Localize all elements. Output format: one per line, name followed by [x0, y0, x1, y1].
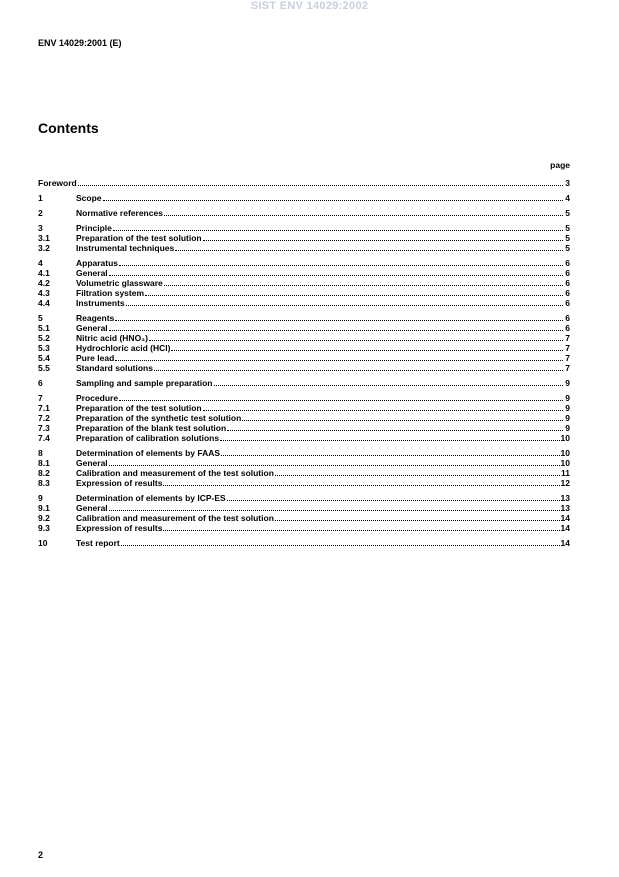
toc-entry[interactable] — [38, 448, 570, 458]
toc-dot-leader — [115, 353, 563, 361]
toc-entry-page: 5 — [565, 233, 570, 243]
toc-entry-number: 8 — [38, 448, 43, 458]
toc-entry-title: Foreword — [38, 178, 77, 188]
toc-entry-page: 9 — [565, 378, 570, 388]
toc-entry-number: 4.3 — [38, 288, 50, 298]
toc-entry[interactable] — [38, 243, 570, 253]
toc-entry[interactable] — [38, 268, 570, 278]
toc-entry-page: 14 — [560, 523, 570, 533]
toc-group — [38, 393, 570, 443]
toc-entry-title: Instrumental techniques — [76, 243, 175, 253]
toc-entry-title: Preparation of the blank test solution — [76, 423, 227, 433]
toc-entry-page: 10 — [560, 458, 570, 468]
toc-entry-page: 3 — [565, 178, 570, 188]
toc-dot-leader — [113, 223, 563, 231]
toc-entry-page: 5 — [565, 243, 570, 253]
toc-dot-leader — [109, 458, 560, 466]
toc-entry-number: 7.2 — [38, 413, 50, 423]
toc-group — [38, 223, 570, 253]
toc-entry-title: Calibration and measurement of the test solution — [76, 513, 274, 523]
toc-entry-title: General — [76, 458, 108, 468]
toc-group — [38, 258, 570, 308]
toc-group — [38, 208, 570, 218]
watermark: SIST ENV 14029:2002 — [250, 0, 369, 12]
toc-entry-page: 13 — [560, 493, 570, 503]
toc-dot-leader — [163, 478, 559, 486]
toc-entry-title: Nitric acid (HNO₃) — [76, 333, 148, 343]
toc-entry-number: 7.3 — [38, 423, 50, 433]
toc-entry-number: 3.1 — [38, 233, 50, 243]
toc-entry-title: Determination of elements by ICP-ES — [76, 493, 226, 503]
toc-entry-number: 8.2 — [38, 468, 50, 478]
toc-entry-title: Preparation of the synthetic test solution — [76, 413, 242, 423]
toc-dot-leader — [220, 433, 559, 441]
toc-entry-title: Filtration system — [76, 288, 145, 298]
toc-entry[interactable] — [38, 503, 570, 513]
toc-entry-number: 5 — [38, 313, 43, 323]
toc-entry-page: 13 — [560, 503, 570, 513]
toc-entry-title: Scope — [76, 193, 102, 203]
toc-entry-page: 6 — [565, 258, 570, 268]
toc-entry-page: 9 — [565, 413, 570, 423]
toc-dot-leader — [175, 243, 563, 251]
toc-group — [38, 448, 570, 488]
toc-entry[interactable] — [38, 513, 570, 523]
toc-entry-number: 4 — [38, 258, 43, 268]
toc-entry[interactable] — [38, 378, 570, 388]
toc-entry-number: 1 — [38, 193, 43, 203]
toc-entry-number: 3 — [38, 223, 43, 233]
toc-dot-leader — [227, 493, 560, 501]
toc-dot-leader — [275, 468, 560, 476]
toc-entry[interactable] — [38, 323, 570, 333]
toc-entry-number: 2 — [38, 208, 43, 218]
toc-entry-title: Expression of results — [76, 478, 163, 488]
toc-entry-title: Normative references — [76, 208, 163, 218]
page-number: 2 — [38, 850, 44, 860]
toc-entry-number: 7.1 — [38, 403, 50, 413]
toc-entry[interactable] — [38, 493, 570, 503]
toc-entry-page: 14 — [560, 538, 570, 548]
toc-entry-title: Pure lead — [76, 353, 115, 363]
toc-entry-number: 6 — [38, 378, 43, 388]
toc-dot-leader — [164, 278, 563, 286]
toc-dot-leader — [121, 538, 560, 546]
document-id: ENV 14029:2001 (E) — [38, 38, 122, 48]
toc-dot-leader — [154, 363, 563, 371]
toc-dot-leader — [203, 233, 563, 241]
toc-entry[interactable] — [38, 403, 570, 413]
toc-entry-page: 6 — [565, 278, 570, 288]
toc-dot-leader — [163, 523, 559, 531]
toc-entry-page: 9 — [565, 393, 570, 403]
toc-entry-title: General — [76, 268, 108, 278]
toc-entry[interactable] — [38, 193, 570, 203]
toc-entry-title: Calibration and measurement of the test solution — [76, 468, 274, 478]
toc-entry-number: 5.2 — [38, 333, 50, 343]
toc-entry-page: 6 — [565, 268, 570, 278]
toc-dot-leader — [119, 393, 563, 401]
toc-entry[interactable] — [38, 363, 570, 373]
toc-entry-page: 10 — [560, 433, 570, 443]
toc-dot-leader — [78, 178, 563, 186]
toc-entry-number: 10 — [38, 538, 48, 548]
toc-entry[interactable] — [38, 423, 570, 433]
toc-dot-leader — [109, 323, 563, 331]
toc-entry-title: Hydrochloric acid (HCl) — [76, 343, 171, 353]
toc-entry-page: 4 — [565, 193, 570, 203]
toc-entry-page: 14 — [560, 513, 570, 523]
toc-entry-page: 6 — [565, 288, 570, 298]
toc-entry[interactable] — [38, 468, 570, 478]
toc-entry-number: 4.4 — [38, 298, 50, 308]
toc-entry-number: 9.3 — [38, 523, 50, 533]
toc-dot-leader — [227, 423, 563, 431]
toc-entry-page: 7 — [565, 353, 570, 363]
toc-entry-page: 7 — [565, 363, 570, 373]
toc-entry-page: 7 — [565, 333, 570, 343]
toc-dot-leader — [103, 193, 563, 201]
toc-dot-leader — [171, 343, 563, 351]
toc-entry-number: 4.2 — [38, 278, 50, 288]
toc-entry-title: General — [76, 503, 108, 513]
toc-entry-number: 9 — [38, 493, 43, 503]
toc-entry-page: 9 — [565, 423, 570, 433]
toc-entry-title: Sampling and sample preparation — [76, 378, 213, 388]
contents-heading: Contents — [38, 120, 99, 136]
toc-entry-number: 8.3 — [38, 478, 50, 488]
toc-entry-page: 10 — [560, 448, 570, 458]
toc-entry-title: Preparation of the test solution — [76, 233, 202, 243]
toc-dot-leader — [275, 513, 560, 521]
toc-entry-number: 9.1 — [38, 503, 50, 513]
toc-entry[interactable] — [38, 478, 570, 488]
toc-entry-title: Procedure — [76, 393, 119, 403]
toc-entry[interactable] — [38, 278, 570, 288]
toc-dot-leader — [145, 288, 563, 296]
toc-dot-leader — [221, 448, 559, 456]
toc-dot-leader — [115, 313, 563, 321]
table-of-contents — [38, 178, 570, 553]
toc-entry[interactable] — [38, 458, 570, 468]
toc-entry[interactable] — [38, 258, 570, 268]
toc-entry[interactable] — [38, 298, 570, 308]
toc-entry-title: General — [76, 323, 108, 333]
toc-entry-title: Reagents — [76, 313, 115, 323]
toc-dot-leader — [164, 208, 563, 216]
toc-entry-page: 9 — [565, 403, 570, 413]
toc-entry[interactable] — [38, 313, 570, 323]
toc-entry-title: Principle — [76, 223, 112, 233]
toc-entry-title: Preparation of the test solution — [76, 403, 202, 413]
toc-entry[interactable] — [38, 233, 570, 243]
toc-entry-number: 8.1 — [38, 458, 50, 468]
toc-entry-title: Volumetric glassware — [76, 278, 163, 288]
toc-entry[interactable] — [38, 178, 570, 188]
page-column-label: page — [550, 160, 570, 170]
toc-entry-title: Preparation of calibration solutions — [76, 433, 220, 443]
toc-entry-title: Expression of results — [76, 523, 163, 533]
toc-entry[interactable] — [38, 223, 570, 233]
toc-entry[interactable] — [38, 433, 570, 443]
toc-entry-number: 9.2 — [38, 513, 50, 523]
toc-entry-title: Test report — [76, 538, 120, 548]
toc-entry-title: Instruments — [76, 298, 125, 308]
toc-entry[interactable] — [38, 538, 570, 548]
toc-entry-page: 6 — [565, 313, 570, 323]
toc-dot-leader — [214, 378, 563, 386]
toc-group — [38, 178, 570, 188]
toc-entry-number: 4.1 — [38, 268, 50, 278]
toc-entry-title: Determination of elements by FAAS — [76, 448, 221, 458]
toc-entry[interactable] — [38, 333, 570, 343]
toc-entry-page: 12 — [560, 478, 570, 488]
toc-dot-leader — [203, 403, 563, 411]
toc-dot-leader — [109, 268, 563, 276]
toc-entry-number: 5.5 — [38, 363, 50, 373]
toc-group — [38, 378, 570, 388]
toc-entry-page: 5 — [565, 208, 570, 218]
toc-entry-page: 6 — [565, 323, 570, 333]
toc-entry[interactable] — [38, 523, 570, 533]
toc-entry[interactable] — [38, 393, 570, 403]
toc-entry[interactable] — [38, 343, 570, 353]
toc-entry-number: 7 — [38, 393, 43, 403]
toc-group — [38, 538, 570, 548]
toc-entry-number: 5.1 — [38, 323, 50, 333]
toc-dot-leader — [109, 503, 560, 511]
toc-entry-page: 5 — [565, 223, 570, 233]
toc-dot-leader — [119, 258, 563, 266]
toc-entry[interactable] — [38, 413, 570, 423]
toc-entry[interactable] — [38, 353, 570, 363]
toc-entry-number: 7.4 — [38, 433, 50, 443]
toc-entry[interactable] — [38, 288, 570, 298]
toc-entry-number: 5.4 — [38, 353, 50, 363]
toc-entry-page: 7 — [565, 343, 570, 353]
toc-group — [38, 313, 570, 373]
toc-entry-title: Apparatus — [76, 258, 119, 268]
toc-group — [38, 193, 570, 203]
toc-group — [38, 493, 570, 533]
toc-entry-title: Standard solutions — [76, 363, 153, 373]
toc-dot-leader — [149, 333, 563, 341]
toc-entry[interactable] — [38, 208, 570, 218]
toc-entry-page: 6 — [565, 298, 570, 308]
toc-dot-leader — [126, 298, 563, 306]
toc-entry-number: 3.2 — [38, 243, 50, 253]
toc-entry-number: 5.3 — [38, 343, 50, 353]
toc-entry-page: 11 — [561, 468, 570, 478]
toc-dot-leader — [242, 413, 563, 421]
